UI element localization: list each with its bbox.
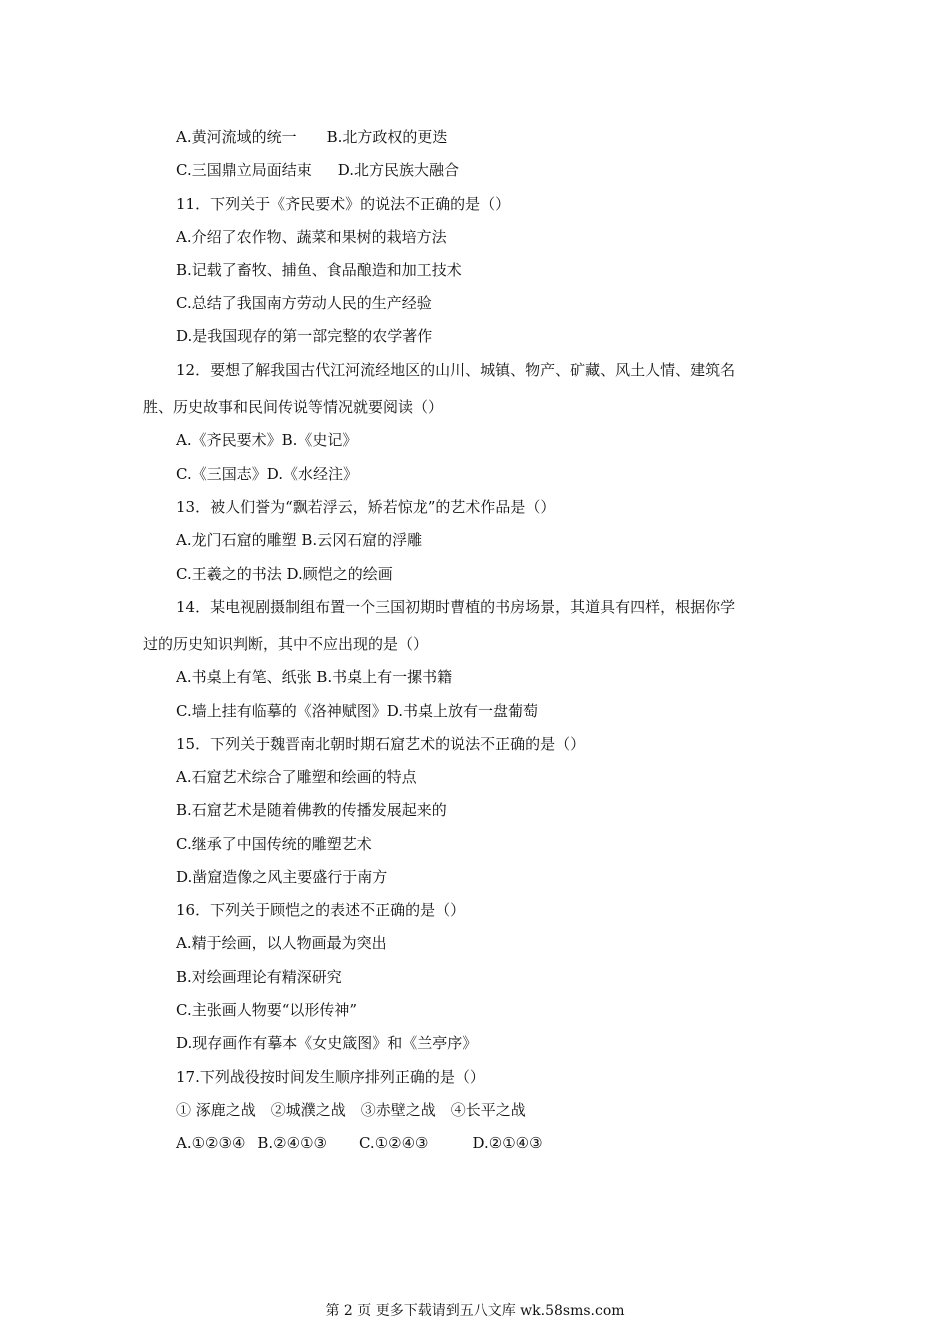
q17-option-b: B.②④①③ [257,1134,327,1152]
q15-option-d: D.凿窟造像之风主要盛行于南方 [176,868,388,886]
q12-options-ab: A.《齐民要术》B.《史记》 [176,431,358,449]
option-c: C.三国鼎立局面结束 [176,161,312,179]
q17-option-d: D.②①④③ [472,1134,543,1152]
q15-option-a: A.石窟艺术综合了雕塑和绘画的特点 [176,768,417,786]
q16-option-a: A.精于绘画，以人物画最为突出 [176,934,387,952]
q10-options-ab [176,127,447,147]
q13-options-cd: C.王羲之的书法 D.顾恺之的绘画 [176,565,393,583]
q15-option-c: C.继承了中国传统的雕塑艺术 [176,835,372,853]
q16-option-c: C.主张画人物要“以形传神” [176,1001,358,1019]
question-15: 15．下列关于魏晋南北朝时期石窟艺术的说法不正确的是（） [176,735,586,753]
page-footer: 第 2 页 更多下载请到五八文库 wk.58sms.com [325,1303,625,1319]
q13-options-ab: A.龙门石窟的雕塑 B.云冈石窟的浮雕 [176,531,423,549]
question-12: 12．要想了解我国古代江河流经地区的山川、城镇、物产、矿藏、风土人情、建筑名 [176,361,736,379]
q17-items: ① 涿鹿之战 ②城濮之战 ③赤壁之战 ④长平之战 [176,1101,526,1119]
q11-option-b: B.记载了畜牧、捕鱼、食品酿造和加工技术 [176,261,462,279]
question-14-continued: 过的历史知识判断，其中不应出现的是（） [143,635,429,653]
q11-option-a: A.介绍了农作物、蔬菜和果树的栽培方法 [176,228,447,246]
option-b: B.北方政权的更迭 [326,128,448,146]
q16-option-d: D.现存画作有摹本《女史箴图》和《兰亭序》 [176,1034,478,1052]
q12-options-cd: C.《三国志》D.《水经注》 [176,465,358,483]
q14-options-cd: C.墙上挂有临摹的《洛神赋图》D.书桌上放有一盘葡萄 [176,702,538,720]
question-14: 14．某电视剧摄制组布置一个三国初期时曹植的书房场景，其道具有四样，根据你学 [176,598,736,616]
q11-option-d: D.是我国现存的第一部完整的农学著作 [176,327,433,345]
question-11: 11．下列关于《齐民要术》的说法不正确的是（） [176,195,511,213]
q17-option-c: C.①②④③ [358,1134,429,1152]
question-17: 17.下列战役按时间发生顺序排列正确的是（） [176,1068,485,1086]
option-d: D.北方民族大融合 [337,161,459,179]
q10-options-cd [176,160,459,180]
question-12-continued: 胜、历史故事和民间传说等情况就要阅读（） [143,398,444,416]
q11-option-c: C.总结了我国南方劳动人民的生产经验 [176,294,432,312]
option-a: A.黄河流域的统一 [176,128,297,146]
q15-option-b: B.石窟艺术是随着佛教的传播发展起来的 [176,801,447,819]
q16-option-b: B.对绘画理论有精深研究 [176,968,342,986]
question-13: 13．被人们誉为“飘若浮云，矫若惊龙”的艺术作品是（） [176,498,556,516]
question-16: 16．下列关于顾恺之的表述不正确的是（） [176,901,466,919]
q17-option-a: A.①②③④ [176,1134,246,1152]
q17-options [176,1133,543,1153]
q14-options-ab: A.书桌上有笔、纸张 B.书桌上有一摞书籍 [176,668,453,686]
